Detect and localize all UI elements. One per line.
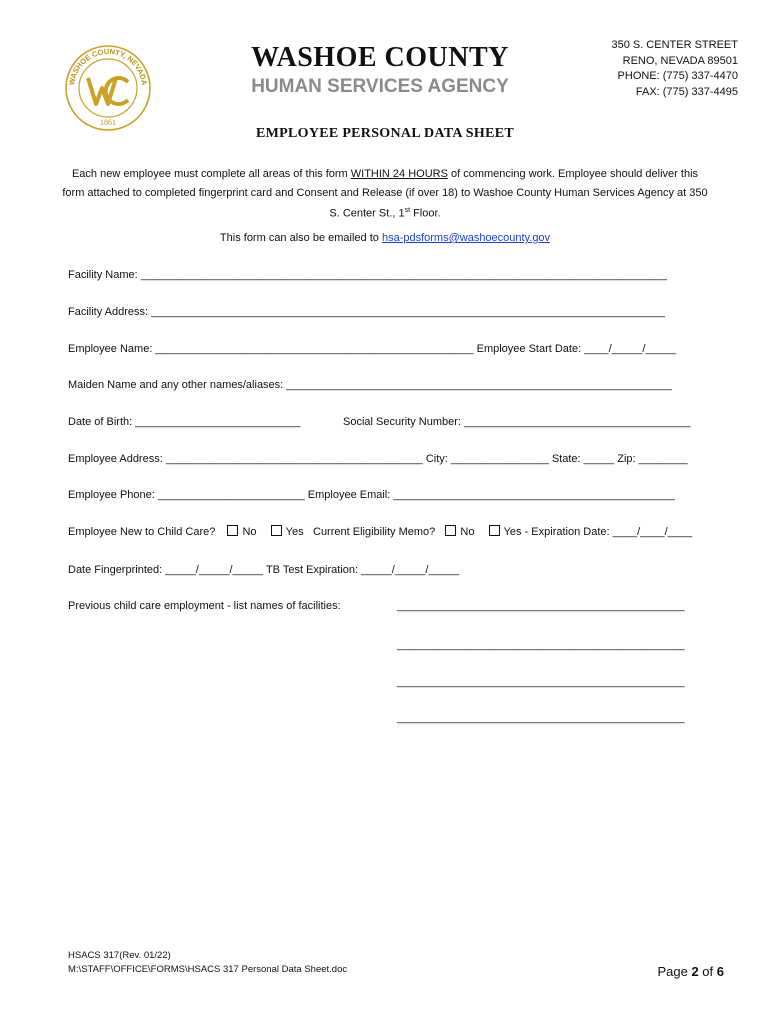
county-seal-logo [64, 44, 152, 132]
county-name: WASHOE COUNTY [251, 42, 509, 73]
agency-address [611, 38, 738, 100]
ssn-field[interactable]: Social Security Number: _____________________________________ [343, 416, 691, 428]
employee-name-field[interactable]: Employee Name: ____________________________________________________ Employee Start Date: ____/_____/_____ [68, 343, 676, 355]
intro-paragraph [60, 165, 710, 223]
intro-text: Each new employee must complete all areas of this form [71, 168, 351, 180]
page-word: Page [657, 964, 692, 979]
employee-address-field[interactable]: Employee Address: __________________________________________ City: ________________ State: _____ Zip: ________ [68, 453, 688, 465]
agency-name: HUMAN SERVICES AGENCY [251, 76, 509, 97]
eligibility-no-checkbox[interactable] [445, 525, 456, 536]
form-title: EMPLOYEE PERSONAL DATA SHEET [256, 126, 514, 141]
phone-line: PHONE: (775) 337-4470 [617, 70, 738, 82]
phone-email-field[interactable]: Employee Phone: ________________________ Employee Email: ______________________________________________ [68, 489, 675, 501]
file-path: M:\STAFF\OFFICE\FORMS\HSACS 317 Personal Data Sheet.doc [68, 964, 348, 975]
prev-facility-line[interactable]: _______________________________________________ [397, 676, 685, 688]
email-link[interactable]: hsa-pdsforms@washoecounty.gov [381, 232, 551, 244]
intro-superscript: st [404, 207, 411, 214]
intro-text: Floor. [410, 207, 441, 220]
prev-facility-line[interactable]: _______________________________________________ [397, 600, 685, 612]
page-number: 2 [691, 964, 699, 979]
svg-text:WASHOE COUNTY, NEVADA: WASHOE COUNTY, NEVADA [67, 46, 149, 86]
prev-employment-label: Previous child care employment - list names of facilities: [68, 600, 341, 612]
dob-field[interactable]: Date of Birth: ___________________________ [68, 416, 301, 428]
eligibility-yes-checkbox[interactable] [489, 525, 500, 536]
email-instruction [0, 232, 770, 244]
prev-facility-line[interactable]: _______________________________________________ [397, 712, 685, 724]
expiration-date-field[interactable]: Yes - Expiration Date: ____/____/____ [503, 526, 693, 538]
eligibility-memo-row [313, 525, 692, 538]
footer-info [68, 949, 347, 977]
yes-checkbox[interactable] [271, 525, 282, 536]
eligibility-no-label: No [460, 526, 475, 538]
maiden-name-field[interactable]: Maiden Name and any other names/aliases: _______________________________________________________________ [68, 379, 672, 391]
facility-address-field[interactable]: Facility Address: ____________________________________________________________________________________ [68, 306, 666, 318]
new-to-care-label: Employee New to Child Care? [68, 526, 216, 538]
address-line: RENO, NEVADA 89501 [622, 54, 738, 67]
facility-name-field[interactable]: Facility Name: ______________________________________________________________________________________ [68, 269, 667, 281]
page-indicator [657, 964, 724, 979]
intro-text: of commencing work. Employee should deliver this form attached to completed fingerprint card and Consent and Release (if over 18) to Washoe County Human Services Agency at 350 S. Center St., 1 [62, 168, 708, 220]
no-checkbox[interactable] [227, 525, 238, 536]
intro-emphasis: WITHIN 24 HOURS [350, 168, 448, 180]
svg-text:1861: 1861 [100, 118, 116, 127]
page-total: 6 [716, 964, 724, 979]
form-id: HSACS 317(Rev. 01/22) [68, 950, 171, 961]
no-label: No [242, 526, 257, 538]
email-instruction-text: This form can also be emailed to [219, 232, 382, 244]
new-to-child-care-row [68, 525, 304, 538]
eligibility-label: Current Eligibility Memo? [313, 526, 436, 538]
of-word: of [698, 964, 717, 979]
yes-label: Yes [285, 526, 304, 538]
fingerprint-tb-field[interactable]: Date Fingerprinted: _____/_____/_____ TB Test Expiration: _____/_____/_____ [68, 564, 459, 576]
address-line: 350 S. CENTER STREET [611, 39, 738, 51]
fax-line: FAX: (775) 337-4495 [635, 85, 738, 98]
prev-facility-line[interactable]: _______________________________________________ [397, 639, 685, 651]
